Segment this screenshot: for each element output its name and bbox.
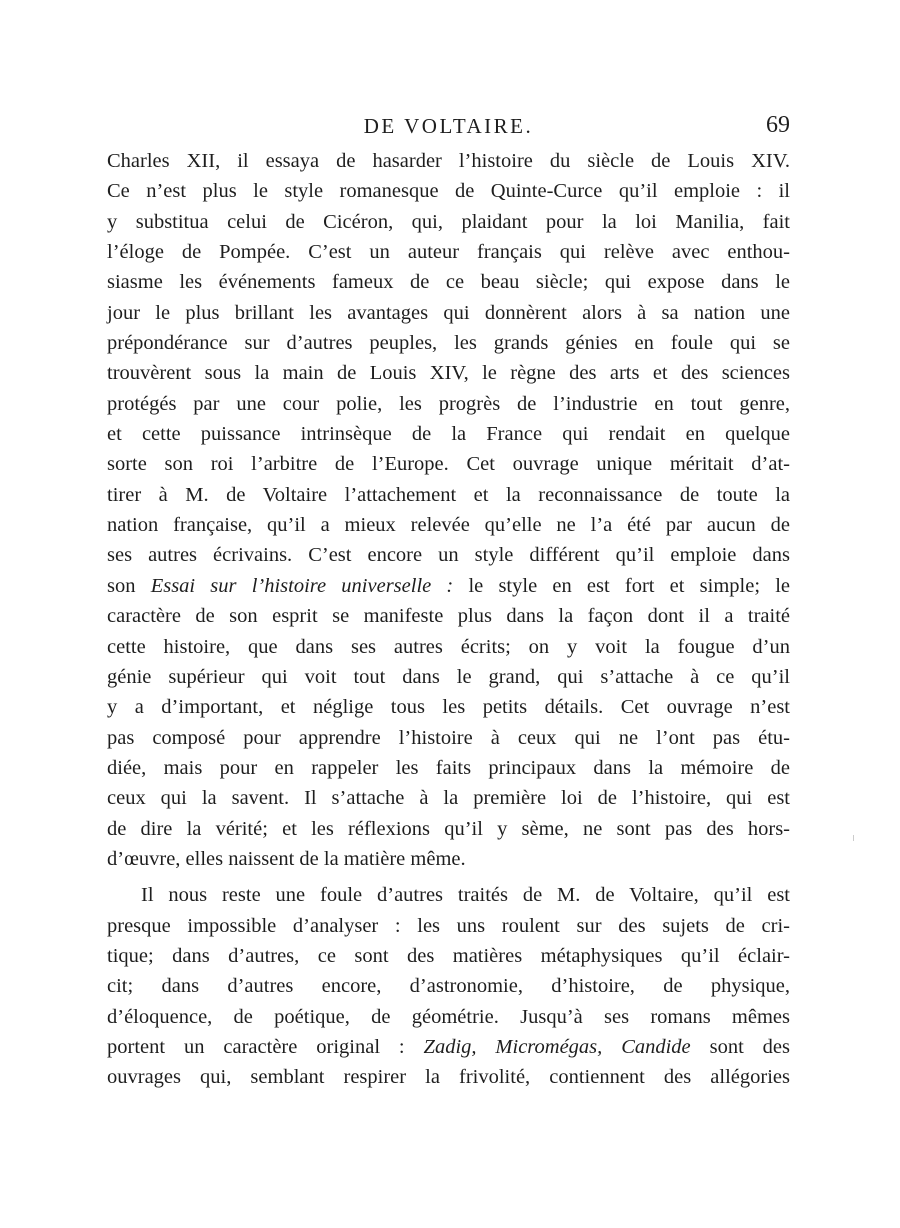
text-line: jour le plus brillant les avantages qui donnèrent alors à sa nation une	[107, 301, 790, 324]
text-line: diée, mais pour en rappeler les faits principaux dans la mémoire de	[107, 756, 790, 779]
text-line: pas composé pour apprendre l’histoire à ceux qui ne l’ont pas étu-	[107, 726, 790, 749]
text-line: ses autres écrivains. C’est encore un style différent qu’il emploie dans	[107, 544, 790, 567]
body-text	[107, 146, 790, 1093]
margin-mark	[853, 835, 854, 841]
text-line: d’éloquence, de poétique, de géométrie. Jusqu’à ses romans mêmes	[107, 1005, 790, 1028]
text-line: prépondérance sur d’autres peuples, les grands génies en foule qui se	[107, 332, 790, 355]
text-line: ceux qui la savent. Il s’attache à la première loi de l’histoire, qui est	[107, 787, 790, 810]
text-line: siasme les événements fameux de ce beau siècle; qui expose dans le	[107, 271, 790, 294]
text-line: portent un caractère original : Zadig, Micromégas, Candide sont des	[107, 1035, 791, 1058]
text-line: Ce n’est plus le style romanesque de Quinte-Curce qu’il emploie : il	[107, 180, 790, 203]
text-line: y a d’important, et néglige tous les petits détails. Cet ouvrage n’est	[107, 696, 790, 719]
text-line: Charles XII, il essaya de hasarder l’histoire du siècle de Louis XIV.	[107, 150, 790, 172]
text-line: cette histoire, que dans ses autres écrits; on y voit la fougue d’un	[107, 635, 790, 658]
text-line: tirer à M. de Voltaire l’attachement et la reconnaissance de toute la	[107, 483, 790, 506]
text-line: nation française, qu’il a mieux relevée qu’elle ne l’a été par aucun de	[107, 514, 790, 537]
text-line: tique; dans d’autres, ce sont des matières métaphysiques qu’il éclair-	[107, 944, 790, 967]
text-line: d’œuvre, elles naissent de la matière même.	[107, 847, 466, 870]
page-number: 69	[766, 112, 790, 138]
page-header	[107, 112, 790, 142]
text-line: protégés par une cour polie, les progrès de l’industrie en tout genre,	[107, 392, 790, 415]
text-line: ouvrages qui, semblant respirer la frivolité, contiennent des allégories	[107, 1066, 790, 1089]
text-line: Il nous reste une foule d’autres traités de M. de Voltaire, qu’il est	[141, 884, 790, 907]
book-title: Essai sur l’histoire universelle :	[150, 574, 454, 597]
text-line: génie supérieur qui voit tout dans le grand, qui s’attache à ce qu’il	[107, 665, 790, 688]
text-line: presque impossible d’analyser : les uns roulent sur des sujets de cri-	[107, 914, 790, 937]
text-line: sorte son roi l’arbitre de l’Europe. Cet ouvrage unique méritait d’at-	[107, 453, 790, 476]
text-line: l’éloge de Pompée. C’est un auteur français qui relève avec enthou-	[107, 241, 790, 264]
text-line: y substitua celui de Cicéron, qui, plaidant pour la loi Manilia, fait	[107, 210, 790, 233]
text-line: son Essai sur l’histoire universelle : le style en est fort et simple; le	[107, 574, 791, 597]
text-line: de dire la vérité; et les réflexions qu’il y sème, ne sont pas des hors-	[107, 817, 790, 840]
text-line: et cette puissance intrinsèque de la France qui rendait en quelque	[107, 423, 790, 446]
text-line: caractère de son esprit se manifeste plus dans la façon dont il a traité	[107, 605, 790, 628]
text-line: cit; dans d’autres encore, d’astronomie, d’histoire, de physique,	[107, 975, 790, 998]
running-head: DE VOLTAIRE.	[363, 114, 534, 138]
book-titles: Zadig, Micromégas, Candide	[423, 1035, 691, 1058]
text-line: trouvèrent sous la main de Louis XIV, le règne des arts et des sciences	[107, 362, 790, 385]
